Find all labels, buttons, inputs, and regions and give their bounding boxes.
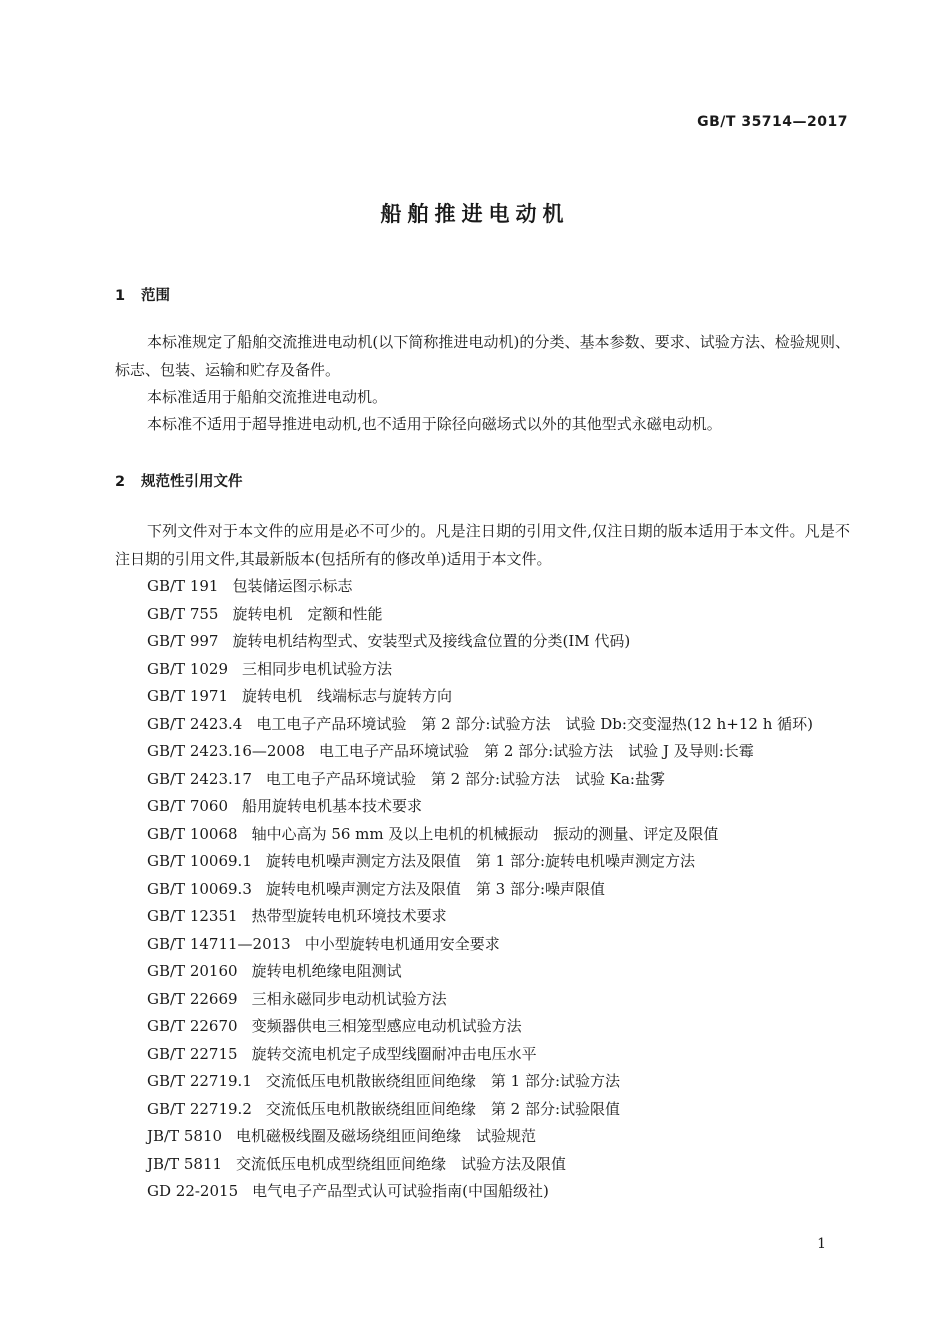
reference-code: GB/T 12351 bbox=[147, 907, 238, 925]
reference-code: GB/T 997 bbox=[147, 632, 219, 650]
reference-title: 旋转电机 定额和性能 bbox=[232, 604, 383, 623]
reference-item bbox=[115, 711, 850, 739]
reference-item bbox=[115, 1123, 850, 1151]
reference-code: GB/T 22669 bbox=[147, 989, 238, 1008]
reference-title: 旋转电机 线端标志与旋转方向 bbox=[242, 687, 453, 705]
section-number: 1 bbox=[115, 288, 126, 304]
reference-item bbox=[115, 986, 850, 1014]
reference-item bbox=[115, 958, 850, 986]
reference-code: GB/T 10069.1 bbox=[147, 852, 252, 870]
page-number: 1 bbox=[817, 1236, 826, 1252]
reference-item bbox=[115, 628, 850, 656]
reference-item bbox=[115, 738, 850, 766]
references-intro-paragraph: 下列文件对于本文件的应用是必不可少的。凡是注日期的引用文件,仅注日期的版本适用于本文件。凡是不注日期的引用文件,其最新版本(包括所有的修改单)适用于本文件。 bbox=[115, 522, 850, 568]
reference-code: GB/T 1029 bbox=[147, 659, 229, 678]
reference-item bbox=[115, 1096, 850, 1124]
scope-paragraph-3: 本标准不适用于超导推进电动机,也不适用于除径向磁场式以外的其他型式永磁电动机。 bbox=[147, 415, 722, 433]
reference-code: GB/T 191 bbox=[147, 577, 219, 595]
reference-code: GB/T 20160 bbox=[147, 962, 238, 980]
reference-item bbox=[115, 903, 850, 931]
reference-item bbox=[115, 1013, 850, 1041]
reference-item bbox=[115, 683, 850, 711]
reference-item bbox=[115, 876, 850, 904]
reference-item bbox=[115, 766, 850, 794]
reference-code: GB/T 2423.17 bbox=[147, 769, 252, 788]
document-title: 船舶推进电动机 bbox=[380, 202, 570, 226]
reference-item bbox=[115, 601, 850, 629]
reference-title: 旋转电机噪声测定方法及限值 第 1 部分:旋转电机噪声测定方法 bbox=[265, 852, 696, 870]
reference-title: 中小型旋转电机通用安全要求 bbox=[304, 934, 500, 953]
scope-paragraph-1: 本标准规定了船舶交流推进电动机(以下简称推进电动机)的分类、基本参数、要求、试验方法、检验规则、标志、包装、运输和贮存及备件。 bbox=[115, 333, 850, 379]
reference-code: GB/T 2423.4 bbox=[147, 714, 243, 733]
reference-code: GB/T 22719.1 bbox=[147, 1072, 252, 1090]
reference-item bbox=[115, 931, 850, 959]
reference-title: 包装储运图示标志 bbox=[232, 577, 353, 595]
reference-item bbox=[115, 1041, 850, 1069]
reference-title: 交流低压电机成型绕组匝间绝缘 试验方法及限值 bbox=[236, 1154, 567, 1173]
reference-code: GB/T 22719.2 bbox=[147, 1099, 252, 1118]
reference-item bbox=[115, 793, 850, 821]
reference-title: 热带型旋转电机环境技术要求 bbox=[251, 907, 447, 925]
reference-item bbox=[115, 1178, 850, 1206]
reference-title: 旋转电机结构型式、安装型式及接线盒位置的分类(IM 代码) bbox=[232, 632, 631, 650]
reference-code: GB/T 22670 bbox=[147, 1017, 238, 1035]
standard-code: GB/T 35714—2017 bbox=[697, 114, 848, 130]
reference-item bbox=[115, 656, 850, 684]
reference-code: GB/T 14711—2013 bbox=[147, 934, 291, 953]
reference-code: GB/T 1971 bbox=[147, 687, 229, 705]
section-number: 2 bbox=[115, 474, 126, 490]
reference-title: 电机磁极线圈及磁场绕组匝间绝缘 试验规范 bbox=[236, 1127, 537, 1145]
reference-title: 船用旋转电机基本技术要求 bbox=[242, 797, 423, 815]
section-title: 范围 bbox=[141, 288, 170, 304]
reference-title: 旋转电机绝缘电阻测试 bbox=[251, 962, 402, 980]
reference-code: GB/T 7060 bbox=[147, 797, 229, 815]
reference-title: 电工电子产品环境试验 第 2 部分:试验方法 试验 J 及导则:长霉 bbox=[319, 742, 754, 760]
reference-title: 电工电子产品环境试验 第 2 部分:试验方法 试验 Db:交变湿热(12 h+12 h 循环) bbox=[256, 714, 813, 733]
reference-title: 交流低压电机散嵌绕组匝间绝缘 第 2 部分:试验限值 bbox=[265, 1099, 621, 1118]
reference-item bbox=[115, 848, 850, 876]
reference-title: 交流低压电机散嵌绕组匝间绝缘 第 1 部分:试验方法 bbox=[265, 1072, 621, 1090]
reference-item bbox=[115, 573, 850, 601]
reference-code: JB/T 5810 bbox=[147, 1127, 223, 1145]
section-title: 规范性引用文件 bbox=[141, 474, 243, 490]
scope-paragraph-2: 本标准适用于船舶交流推进电动机。 bbox=[147, 388, 388, 406]
reference-item bbox=[115, 821, 850, 849]
reference-title: 旋转电机噪声测定方法及限值 第 3 部分:噪声限值 bbox=[265, 879, 606, 898]
section-1-heading bbox=[115, 284, 170, 305]
reference-title: 变频器供电三相笼型感应电动机试验方法 bbox=[251, 1017, 522, 1035]
section-2-heading bbox=[115, 470, 243, 491]
reference-code: GD 22-2015 bbox=[147, 1182, 239, 1200]
reference-title: 电工电子产品环境试验 第 2 部分:试验方法 试验 Ka:盐雾 bbox=[265, 769, 665, 788]
reference-code: GB/T 2423.16—2008 bbox=[147, 742, 306, 760]
reference-code: GB/T 10069.3 bbox=[147, 879, 252, 898]
reference-code: GB/T 10068 bbox=[147, 824, 238, 843]
reference-list bbox=[115, 573, 850, 1206]
reference-item bbox=[115, 1151, 850, 1179]
reference-code: GB/T 755 bbox=[147, 604, 219, 623]
reference-code: GB/T 22715 bbox=[147, 1044, 238, 1063]
reference-title: 电气电子产品型式认可试验指南(中国船级社) bbox=[252, 1182, 549, 1200]
reference-title: 三相永磁同步电动机试验方法 bbox=[251, 989, 447, 1008]
reference-item bbox=[115, 1068, 850, 1096]
reference-title: 旋转交流电机定子成型线圈耐冲击电压水平 bbox=[251, 1044, 537, 1063]
reference-title: 轴中心高为 56 mm 及以上电机的机械振动 振动的测量、评定及限值 bbox=[251, 824, 719, 843]
reference-title: 三相同步电机试验方法 bbox=[242, 659, 393, 678]
reference-code: JB/T 5811 bbox=[147, 1154, 223, 1173]
